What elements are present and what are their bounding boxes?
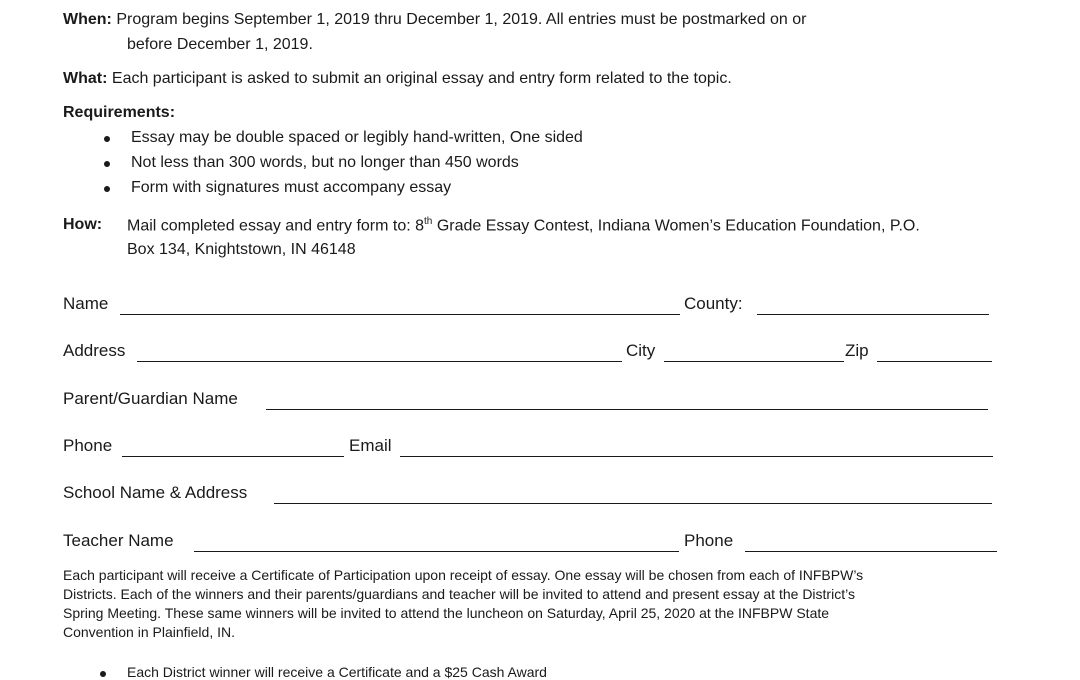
what-line xyxy=(63,70,732,88)
city-label: City xyxy=(626,341,656,360)
teacher-field[interactable] xyxy=(194,551,679,552)
school-field[interactable] xyxy=(274,503,992,504)
when-line-2: before December 1, 2019. xyxy=(127,36,313,53)
teacher-label: Teacher Name xyxy=(63,531,174,550)
footer-line-1: Each participant will receive a Certificate of Participation upon receipt of essay. One essay will be chosen from each of INFBPW’s xyxy=(63,567,864,583)
what-text: Each participant is asked to submit an original essay and entry form related to the topic. xyxy=(111,70,732,87)
when-label: When: xyxy=(63,11,112,28)
name-label: Name xyxy=(63,294,109,313)
footer-line-4: Convention in Plainfield, IN. xyxy=(63,624,235,640)
teacher-phone-field[interactable] xyxy=(745,551,997,552)
zip-label: Zip xyxy=(845,341,869,360)
email-field[interactable] xyxy=(400,456,993,457)
footer-bullet: Each District winner will receive a Certificate and a $25 Cash Award xyxy=(127,664,547,680)
requirements-heading: Requirements: xyxy=(63,104,176,121)
how-line-2: Box 134, Knightstown, IN 46148 xyxy=(127,241,356,258)
how-text-sup: th xyxy=(424,216,433,227)
teacher-phone-label: Phone xyxy=(684,531,734,550)
how-line-1 xyxy=(127,216,920,235)
name-field[interactable] xyxy=(120,314,680,315)
county-field[interactable] xyxy=(757,314,989,315)
address-field[interactable] xyxy=(137,361,622,362)
how-text-post: Grade Essay Contest, Indiana Women’s Education Foundation, P.O. xyxy=(432,217,920,235)
how-text-pre: Mail completed essay and entry form to: 8 xyxy=(127,217,425,235)
school-label: School Name & Address xyxy=(63,483,248,502)
how-label: How: xyxy=(63,216,103,233)
requirement-item: Form with signatures must accompany essay xyxy=(131,179,452,196)
county-label: County: xyxy=(684,294,743,313)
zip-field[interactable] xyxy=(877,361,992,362)
footer-line-2: Districts. Each of the winners and their parents/guardians and teacher will be invited to attend and present essay at the District’s xyxy=(63,586,855,602)
when-text: Program begins September 1, 2019 thru December 1, 2019. All entries must be postmarked on or xyxy=(116,11,807,28)
requirement-item: Not less than 300 words, but no longer than 450 words xyxy=(131,154,519,171)
email-label: Email xyxy=(349,436,392,455)
when-line-1 xyxy=(63,11,806,29)
phone-field[interactable] xyxy=(122,456,344,457)
parent-guardian-field[interactable] xyxy=(266,409,988,410)
city-field[interactable] xyxy=(664,361,844,362)
address-label: Address xyxy=(63,341,126,360)
footer-line-3: Spring Meeting. These same winners will be invited to attend the luncheon on Saturday, April 25, 2020 at the INFBPW State xyxy=(63,605,830,621)
what-label: What: xyxy=(63,70,108,87)
requirement-item: Essay may be double spaced or legibly hand-written, One sided xyxy=(131,129,583,146)
parent-guardian-label: Parent/Guardian Name xyxy=(63,389,238,408)
phone-label: Phone xyxy=(63,436,113,455)
